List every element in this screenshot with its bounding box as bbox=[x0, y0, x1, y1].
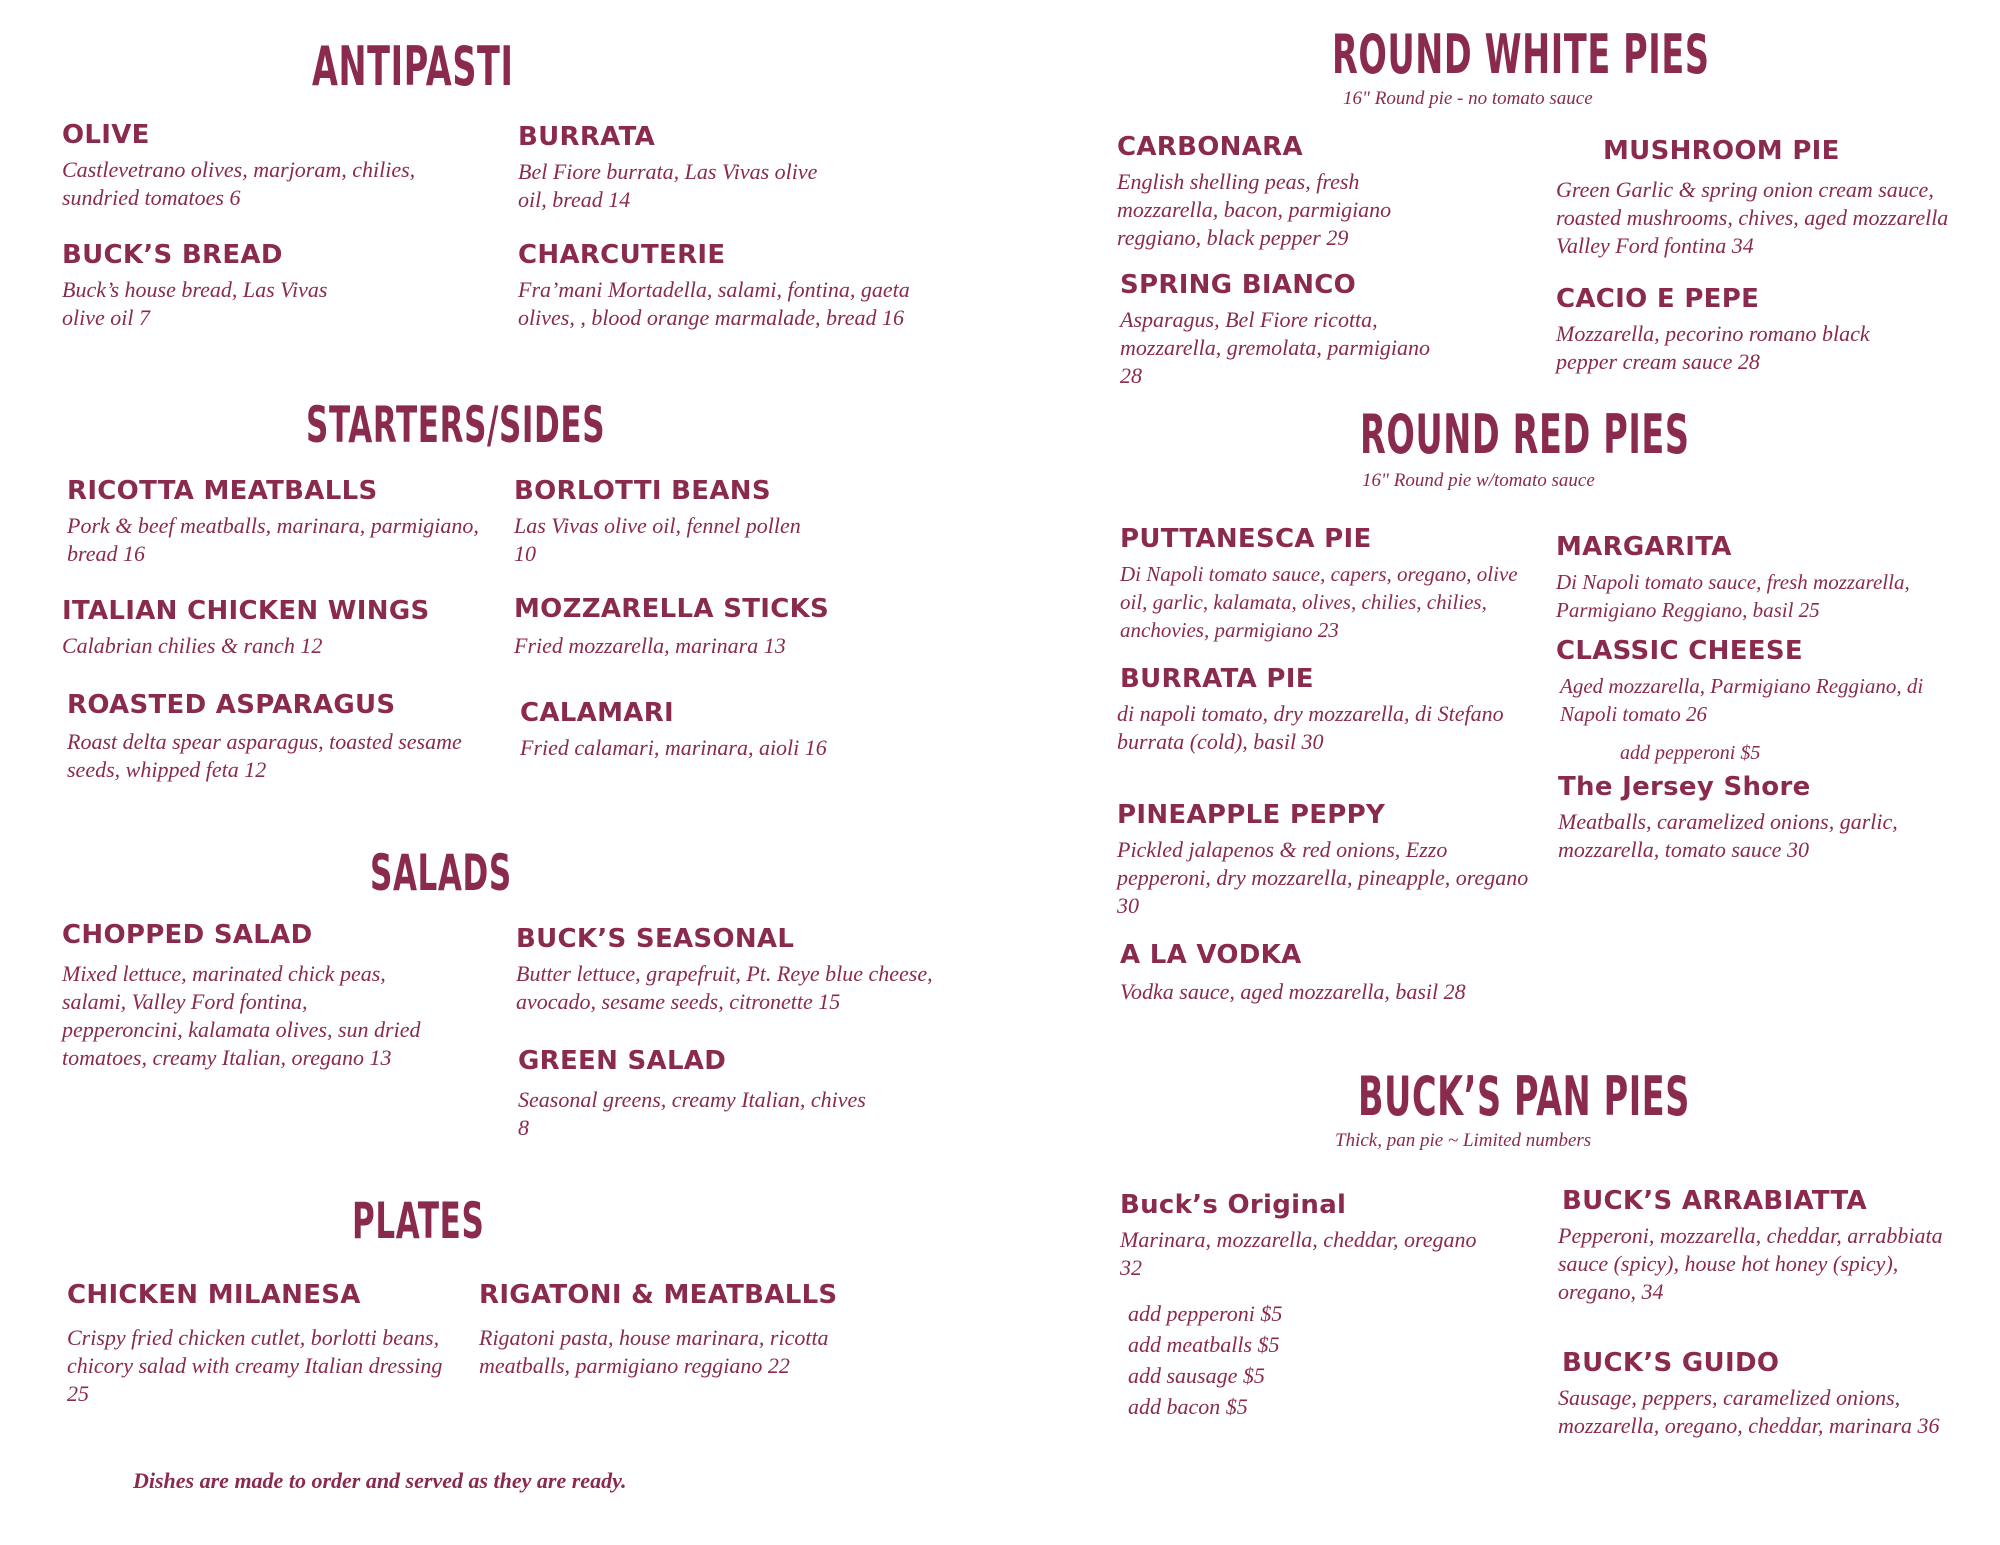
menu-item-rigatoni-meatballs bbox=[479, 1280, 859, 1380]
item-description: Pepperoni, mozzarella, cheddar, arrabbiata sauce (spicy), house hot honey (spicy), oregano, 34 bbox=[1558, 1223, 1943, 1304]
addon-meatballs: add meatballs $5 bbox=[1128, 1332, 1280, 1357]
menu-item-chopped-salad bbox=[62, 920, 422, 1072]
item-name: CACIO E PEPE bbox=[1556, 284, 1760, 314]
item-name: MARGARITA bbox=[1556, 532, 1732, 562]
item-name: PINEAPPLE PEPPY bbox=[1117, 800, 1386, 830]
item-name: CHICKEN MILANESA bbox=[67, 1280, 361, 1310]
menu-item-classic-cheese bbox=[1556, 636, 1956, 728]
item-description: Mozzarella, pecorino romano black pepper cream sauce 28 bbox=[1556, 321, 1870, 374]
item-description: Pickled jalapenos & red onions, Ezzo pepperoni, dry mozzarella, pineapple, oregano 30 bbox=[1117, 837, 1529, 918]
menu-item-ricotta-meatballs bbox=[67, 476, 487, 568]
menu-item-olive bbox=[62, 120, 492, 212]
item-name: ITALIAN CHICKEN WINGS bbox=[62, 596, 430, 626]
round-white-pies-heading: ROUND WHITE PIES bbox=[1332, 23, 1710, 86]
antipasti-heading: ANTIPASTI bbox=[312, 35, 514, 98]
menu-item-chicken-milanesa bbox=[67, 1280, 447, 1408]
item-description: Di Napoli tomato sauce, fresh mozzarella, Parmigiano Reggiano, basil 25 bbox=[1556, 570, 1910, 622]
item-name: CHOPPED SALAD bbox=[62, 920, 313, 950]
plates-heading: PLATES bbox=[352, 1192, 485, 1250]
item-description: Meatballs, caramelized onions, garlic, mozzarella, tomato sauce 30 bbox=[1558, 809, 1898, 862]
item-name: OLIVE bbox=[62, 120, 150, 150]
item-name: BURRATA PIE bbox=[1120, 664, 1314, 694]
menu-item-spring-bianco bbox=[1120, 270, 1440, 390]
item-name: CARBONARA bbox=[1117, 132, 1303, 162]
item-description: Sausage, peppers, caramelized onions, mozzarella, oregano, cheddar, marinara 36 bbox=[1558, 1385, 1940, 1438]
menu-item-the-jersey-shore bbox=[1558, 772, 1958, 864]
item-description: Mixed lettuce, marinated chick peas, salami, Valley Ford fontina, pepperoncini, kalamata olives, sun dried tomatoes, creamy Italian, oregano 13 bbox=[62, 961, 421, 1070]
starters-sides-heading: STARTERS/SIDES bbox=[306, 396, 606, 454]
item-description: Vodka sauce, aged mozzarella, basil 28 bbox=[1120, 979, 1466, 1004]
item-description: Fried calamari, marinara, aioli 16 bbox=[520, 735, 827, 760]
item-name: RIGATONI & MEATBALLS bbox=[479, 1280, 838, 1310]
menu-item-green-salad bbox=[518, 1046, 878, 1142]
item-description: Castlevetrano olives, marjoram, chilies, sundried tomatoes 6 bbox=[62, 157, 416, 210]
bucks-pan-pies-subtitle: Thick, pan pie ~ Limited numbers bbox=[1335, 1130, 1592, 1151]
item-description: Di Napoli tomato sauce, capers, oregano, olive oil, garlic, kalamata, olives, chilies, chilies, anchovies, parmigiano 23 bbox=[1120, 562, 1518, 642]
round-red-pies-heading: ROUND RED PIES bbox=[1360, 403, 1690, 466]
item-name: BUCK’S ARRABIATTA bbox=[1562, 1186, 1867, 1216]
addon-pepperoni: add pepperoni $5 bbox=[1620, 742, 1761, 764]
item-name: BUCK’S BREAD bbox=[62, 240, 283, 270]
menu-item-a-la-vodka bbox=[1120, 940, 1480, 1006]
item-description: Roast delta spear asparagus, toasted sesame seeds, whipped feta 12 bbox=[67, 729, 462, 782]
addon-sausage: add sausage $5 bbox=[1128, 1363, 1265, 1388]
item-description: Butter lettuce, grapefruit, Pt. Reye blue cheese, avocado, sesame seeds, citronette 15 bbox=[516, 961, 933, 1014]
menu-item-margarita bbox=[1556, 532, 1976, 624]
item-name: BORLOTTI BEANS bbox=[514, 476, 771, 506]
menu-item-pineapple-peppy bbox=[1117, 800, 1537, 920]
item-name: BUCK’S SEASONAL bbox=[516, 924, 795, 954]
item-description: Seasonal greens, creamy Italian, chives 8 bbox=[518, 1087, 866, 1140]
item-description: Bel Fiore burrata, Las Vivas olive oil, bread 14 bbox=[518, 159, 818, 212]
item-description: di napoli tomato, dry mozzarella, di Stefano burrata (cold), basil 30 bbox=[1117, 701, 1504, 754]
item-name: BUCK’S GUIDO bbox=[1562, 1348, 1780, 1378]
item-description: Buck’s house bread, Las Vivas olive oil 7 bbox=[62, 277, 328, 330]
item-description: Las Vivas olive oil, fennel pollen 10 bbox=[514, 513, 801, 566]
menu-item-charcuterie bbox=[518, 240, 958, 332]
menu-item-calamari bbox=[520, 698, 940, 762]
item-name: BURRATA bbox=[518, 122, 656, 152]
item-description: Fried mozzarella, marinara 13 bbox=[514, 633, 786, 658]
item-description: Fra’mani Mortadella, salami, fontina, gaeta olives, , blood orange marmalade, bread 16 bbox=[518, 277, 910, 330]
item-name: MOZZARELLA STICKS bbox=[514, 594, 830, 624]
menu-item-bucks-guido bbox=[1558, 1348, 1978, 1440]
item-name: ROASTED ASPARAGUS bbox=[67, 690, 396, 720]
item-description: Marinara, mozzarella, cheddar, oregano 32 bbox=[1120, 1227, 1477, 1280]
item-description: English shelling peas, fresh mozzarella, bacon, parmigiano reggiano, black pepper 29 bbox=[1117, 169, 1392, 250]
menu-item-roasted-asparagus bbox=[67, 690, 487, 784]
menu-item-cacio-e-pepe bbox=[1556, 284, 1896, 376]
menu-item-bucks-original bbox=[1120, 1190, 1480, 1282]
menu-item-borlotti-beans bbox=[514, 476, 804, 568]
round-white-pies-subtitle: 16" Round pie - no tomato sauce bbox=[1343, 88, 1593, 109]
menu-item-bucks-bread bbox=[62, 240, 342, 332]
item-description: Rigatoni pasta, house marinara, ricotta meatballs, parmigiano reggiano 22 bbox=[479, 1325, 829, 1378]
menu-item-burrata-pie bbox=[1117, 664, 1517, 756]
menu-item-bucks-seasonal bbox=[516, 924, 976, 1016]
menu-item-bucks-arrabiatta bbox=[1558, 1186, 1968, 1306]
salads-heading: SALADS bbox=[370, 844, 512, 902]
item-description: Aged mozzarella, Parmigiano Reggiano, di Napoli tomato 26 bbox=[1560, 674, 1924, 726]
item-name: CALAMARI bbox=[520, 698, 674, 728]
item-name: Buck’s Original bbox=[1120, 1190, 1347, 1220]
menu-item-italian-chicken-wings bbox=[62, 596, 502, 660]
item-name: SPRING BIANCO bbox=[1120, 270, 1357, 300]
item-description: Green Garlic & spring onion cream sauce, roasted mushrooms, chives, aged mozzarella Valley Ford fontina 34 bbox=[1556, 177, 1949, 258]
item-name: PUTTANESCA PIE bbox=[1120, 524, 1372, 554]
menu-item-carbonara bbox=[1117, 132, 1457, 252]
addon-bacon: add bacon $5 bbox=[1128, 1394, 1248, 1419]
item-description: Crispy fried chicken cutlet, borlotti beans, chicory salad with creamy Italian dressing 25 bbox=[67, 1325, 443, 1406]
item-description: Asparagus, Bel Fiore ricotta, mozzarella, gremolata, parmigiano 28 bbox=[1120, 307, 1431, 388]
menu-item-burrata bbox=[518, 122, 828, 214]
item-description: Calabrian chilies & ranch 12 bbox=[62, 633, 323, 658]
item-description: Pork & beef meatballs, marinara, parmigiano, bread 16 bbox=[67, 513, 479, 566]
menu-item-puttanesca-pie bbox=[1120, 524, 1520, 644]
item-name: A LA VODKA bbox=[1120, 940, 1302, 970]
item-name: RICOTTA MEATBALLS bbox=[67, 476, 378, 506]
addon-pepperoni: add pepperoni $5 bbox=[1128, 1301, 1283, 1326]
item-name: The Jersey Shore bbox=[1558, 772, 1811, 802]
footer-note: Dishes are made to order and served as they are ready. bbox=[133, 1468, 627, 1493]
menu-item-mushroom-pie bbox=[1556, 136, 1976, 260]
item-name: CHARCUTERIE bbox=[518, 240, 726, 270]
item-name: CLASSIC CHEESE bbox=[1556, 636, 1803, 666]
menu-item-mozzarella-sticks bbox=[514, 594, 934, 660]
bucks-pan-pies-heading: BUCK’S PAN PIES bbox=[1358, 1065, 1691, 1128]
round-red-pies-subtitle: 16" Round pie w/tomato sauce bbox=[1362, 470, 1595, 491]
item-name: MUSHROOM PIE bbox=[1603, 136, 1840, 166]
item-name: GREEN SALAD bbox=[518, 1046, 727, 1076]
